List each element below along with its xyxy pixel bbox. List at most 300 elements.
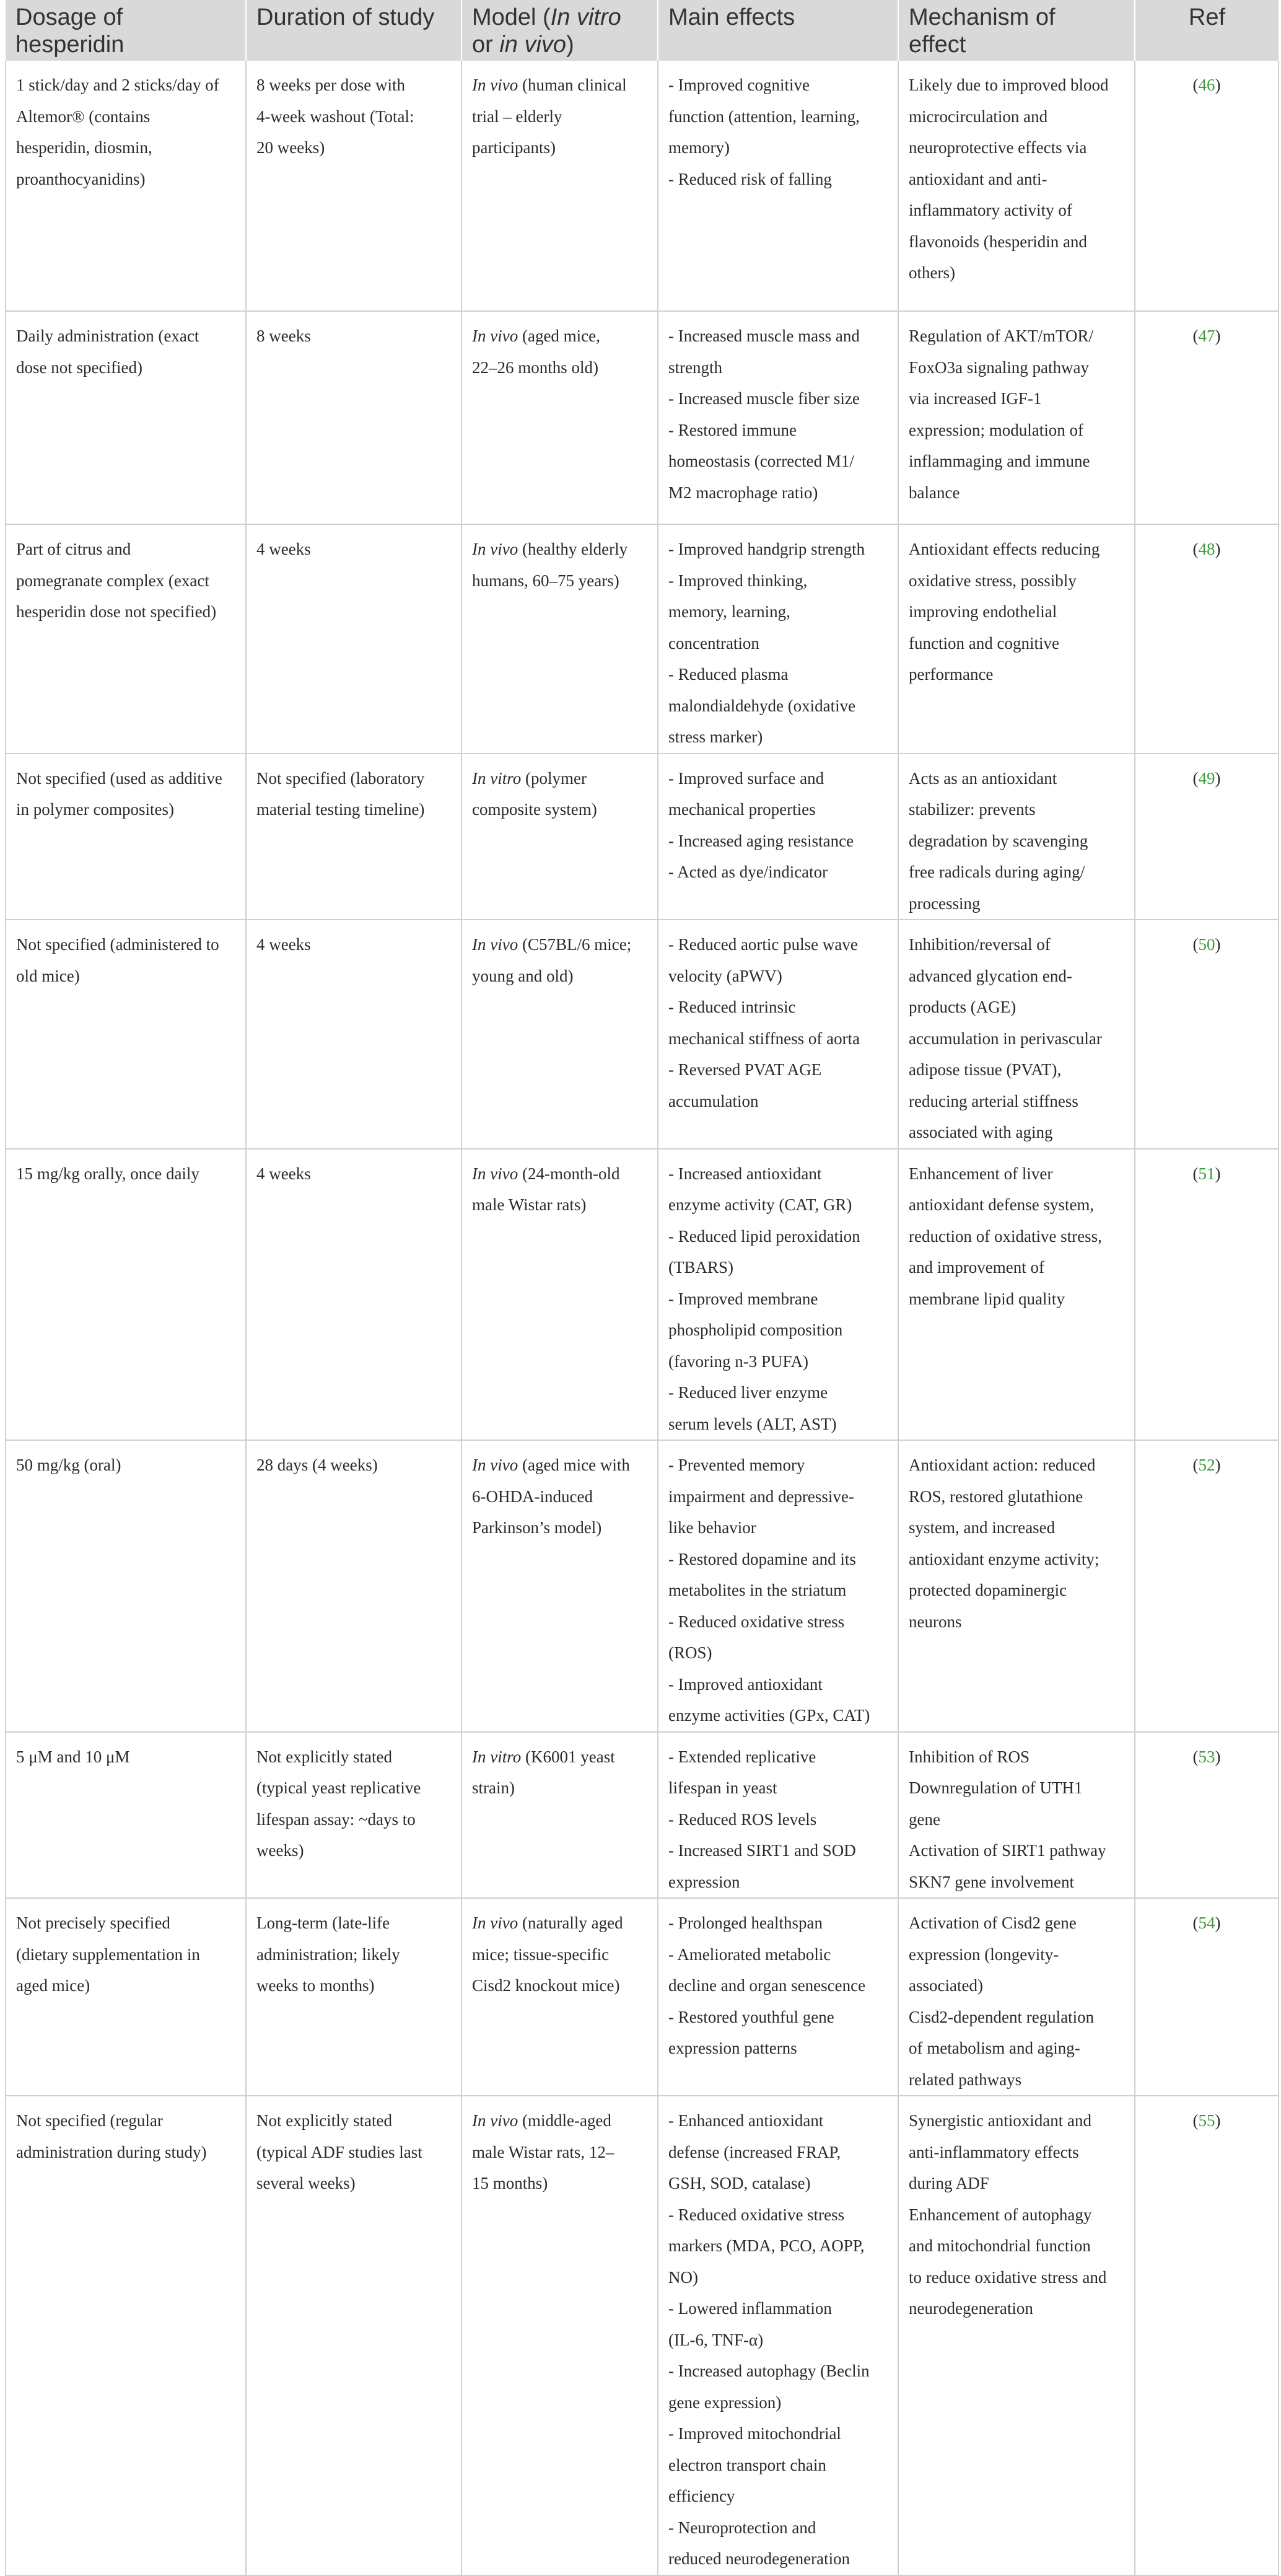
model-line: strain): [472, 1778, 515, 1797]
mechanism-line: SKN7 gene involvement: [909, 1872, 1074, 1891]
dosage-line: hesperidin, diosmin,: [16, 138, 152, 157]
table-body: [6, 61, 1279, 2575]
effects-line: - Improved antioxidant: [668, 1674, 823, 1694]
effects-line: reduced neurodegeneration: [668, 2549, 850, 2568]
model-line: [472, 1158, 647, 1190]
header-model-line-1: [472, 4, 647, 31]
model-line: young and old): [472, 966, 574, 985]
effects-line: - Reduced risk of falling: [668, 169, 832, 188]
mechanism-line: Inhibition/reversal of: [909, 935, 1051, 954]
mechanism-line: degradation by scavenging: [909, 831, 1088, 850]
table-row: [6, 1440, 1279, 1732]
model-cell: [461, 1732, 658, 1899]
dosage-line: hesperidin dose not specified): [16, 602, 217, 621]
header-dosage-line-2: hesperidin: [15, 32, 125, 58]
model-line: 22–26 months old): [472, 358, 599, 377]
duration-cell: [246, 920, 461, 1149]
mechanism-line: Synergistic antioxidant and: [909, 2111, 1091, 2130]
dosage-line: Part of citrus and: [16, 540, 131, 558]
effects-line: - Improved thinking,: [668, 571, 808, 590]
table-row: [6, 2096, 1279, 2575]
duration-line: material testing timeline): [256, 800, 425, 819]
effects-cell: [658, 311, 898, 524]
effects-line: serum levels (ALT, AST): [668, 1414, 837, 1433]
ref-open-paren: (: [1192, 327, 1199, 345]
mechanism-line: products (AGE): [909, 998, 1016, 1016]
mechanism-line: inflammatory activity of: [909, 201, 1072, 219]
effects-line: - Increased antioxidant: [668, 1164, 822, 1183]
mechanism-line: neurodegeneration: [909, 2299, 1033, 2318]
hesperidin-studies-table: [5, 0, 1279, 2576]
effects-line: - Improved mitochondrial: [668, 2424, 841, 2443]
model-detail: (K6001 yeast: [521, 1747, 615, 1766]
ref-cell: [1135, 2096, 1279, 2575]
mechanism-line: associated): [909, 1976, 983, 1995]
mechanism-line: Regulation of AKT/mTOR/: [909, 327, 1093, 345]
table-row: [6, 311, 1279, 524]
dosage-line: in polymer composites): [16, 800, 174, 819]
model-line: participants): [472, 138, 556, 157]
effects-line: - Prevented memory: [668, 1456, 805, 1474]
dosage-line: 5 μM and 10 μM: [16, 1747, 130, 1766]
duration-cell: [246, 1898, 461, 2096]
effects-line: - Reduced plasma: [668, 665, 789, 684]
model-detail: (aged mice with: [518, 1456, 630, 1474]
ref-cell: [1135, 524, 1279, 754]
effects-line: - Increased muscle fiber size: [668, 389, 860, 408]
header-model-in-vitro: In vitro: [550, 4, 621, 30]
model-type: In vivo: [472, 1164, 518, 1183]
effects-line: (favoring n-3 PUFA): [668, 1352, 808, 1371]
effects-line: - Improved membrane: [668, 1289, 818, 1308]
mechanism-cell: [898, 1149, 1135, 1441]
dosage-line: 50 mg/kg (oral): [16, 1456, 121, 1474]
effects-line: GSH, SOD, catalase): [668, 2174, 811, 2192]
dosage-cell: [6, 1149, 246, 1441]
effects-line: memory): [668, 138, 730, 157]
model-line: humans, 60–75 years): [472, 571, 619, 590]
model-line: [472, 1741, 647, 1773]
model-cell: [461, 920, 658, 1149]
effects-line: - Acted as dye/indicator: [668, 863, 828, 881]
duration-line: 28 days (4 weeks): [256, 1456, 378, 1474]
model-line: [472, 763, 647, 794]
model-type: In vivo: [472, 540, 518, 558]
mechanism-line: Activation of Cisd2 gene: [909, 1914, 1077, 1932]
effects-line: gene expression): [668, 2393, 782, 2412]
effects-line: - Reduced oxidative stress: [668, 2205, 845, 2224]
duration-cell: [246, 524, 461, 754]
mechanism-line: related pathways: [909, 2070, 1022, 2089]
effects-line: - Ameliorated metabolic: [668, 1945, 831, 1964]
effects-line: phospholipid composition: [668, 1321, 843, 1339]
duration-line: 4 weeks: [256, 1164, 311, 1183]
duration-cell: [246, 61, 461, 311]
effects-line: - Increased autophagy (Beclin: [668, 2362, 870, 2380]
ref-link[interactable]: 48: [1198, 540, 1215, 558]
dosage-cell: [6, 1440, 246, 1732]
ref-close-paren: ): [1215, 935, 1221, 954]
header-mechanism-line-2: effect: [909, 32, 966, 58]
duration-line: (typical yeast replicative: [256, 1778, 421, 1797]
model-cell: [461, 754, 658, 920]
effects-line: - Improved cognitive: [668, 76, 810, 94]
duration-line: 8 weeks: [256, 327, 311, 345]
effects-cell: [658, 1149, 898, 1441]
effects-cell: [658, 754, 898, 920]
model-type: In vivo: [472, 1456, 518, 1474]
model-line: 6-OHDA-induced: [472, 1487, 593, 1506]
duration-line: 4 weeks: [256, 540, 311, 558]
duration-line: 4-week washout (Total:: [256, 107, 414, 126]
model-detail: (human clinical: [518, 76, 627, 94]
effects-line: strength: [668, 358, 722, 377]
mechanism-line: oxidative stress, possibly: [909, 571, 1077, 590]
ref-link[interactable]: 49: [1198, 768, 1215, 788]
duration-line: administration; likely: [256, 1945, 400, 1964]
duration-line: Not explicitly stated: [256, 1747, 392, 1766]
mechanism-cell: [898, 920, 1135, 1149]
model-line: composite system): [472, 800, 597, 819]
ref-cell: [1135, 61, 1279, 311]
duration-cell: [246, 311, 461, 524]
effects-line: - Prolonged healthspan: [668, 1914, 823, 1932]
model-type: In vivo: [472, 2111, 518, 2130]
effects-line: markers (MDA, PCO, AOPP,: [668, 2236, 865, 2255]
ref-open-paren: (: [1192, 1164, 1199, 1183]
mechanism-line: Enhancement of liver: [909, 1164, 1053, 1183]
duration-line: several weeks): [256, 2174, 356, 2192]
mechanism-line: improving endothelial: [909, 602, 1057, 621]
duration-line: 20 weeks): [256, 138, 325, 157]
effects-line: expression patterns: [668, 2039, 797, 2057]
ref-close-paren: ): [1215, 1747, 1221, 1766]
mechanism-line: expression; modulation of: [909, 420, 1083, 439]
effects-line: mechanical properties: [668, 800, 816, 819]
effects-line: concentration: [668, 633, 759, 653]
model-type: In vivo: [472, 935, 518, 954]
dosage-line: Not specified (used as additive: [16, 768, 222, 788]
duration-line: weeks): [256, 1841, 304, 1860]
mechanism-line: reduction of oxidative stress,: [909, 1226, 1102, 1246]
table-row: [6, 524, 1279, 754]
effects-line: decline and organ senescence: [668, 1976, 866, 1995]
dosage-line: pomegranate complex (exact: [16, 571, 209, 590]
mechanism-line: FoxO3a signaling pathway: [909, 358, 1089, 377]
model-cell: [461, 2096, 658, 2575]
mechanism-line: neurons: [909, 1612, 962, 1631]
ref-close-paren: ): [1215, 768, 1221, 788]
header-model-line-2: [472, 31, 647, 58]
model-cell: [461, 1440, 658, 1732]
duration-line: 4 weeks: [256, 935, 311, 954]
mechanism-line: via increased IGF-1: [909, 389, 1042, 408]
ref-cell: [1135, 920, 1279, 1149]
mechanism-line: Inhibition of ROS: [909, 1747, 1030, 1766]
ref-cell: [1135, 1440, 1279, 1732]
mechanism-line: antioxidant enzyme activity;: [909, 1549, 1100, 1568]
mechanism-cell: [898, 311, 1135, 524]
model-detail: (24-month-old: [518, 1164, 620, 1183]
effects-line: - Restored immune: [668, 420, 797, 439]
dosage-line: proanthocyanidins): [16, 169, 146, 188]
ref-open-paren: (: [1192, 768, 1199, 788]
effects-line: enzyme activity (CAT, GR): [668, 1195, 852, 1214]
effects-cell: [658, 1732, 898, 1899]
effects-line: malondialdehyde (oxidative: [668, 696, 856, 715]
table-container: [5, 0, 1278, 2576]
model-line: [472, 2105, 647, 2137]
ref-close-paren: ): [1215, 1914, 1221, 1932]
mechanism-line: others): [909, 263, 955, 282]
model-line: [472, 929, 647, 961]
mechanism-line: Downregulation of UTH1: [909, 1778, 1083, 1797]
mechanism-line: stabilizer: prevents: [909, 800, 1036, 819]
effects-line: - Reduced liver enzyme: [668, 1383, 828, 1402]
ref-close-paren: ): [1215, 1456, 1221, 1474]
effects-line: NO): [668, 2267, 698, 2287]
table-row: [6, 1898, 1279, 2096]
effects-line: function (attention, learning,: [668, 107, 860, 126]
dosage-cell: [6, 1732, 246, 1899]
duration-cell: [246, 2096, 461, 2575]
dosage-cell: [6, 754, 246, 920]
effects-line: (ROS): [668, 1643, 712, 1662]
effects-line: stress marker): [668, 728, 763, 746]
effects-line: M2 macrophage ratio): [668, 483, 818, 502]
mechanism-line: Antioxidant effects reducing: [909, 540, 1100, 558]
table-row: [6, 61, 1279, 311]
dosage-line: administration during study): [16, 2142, 207, 2161]
model-line: trial – elderly: [472, 107, 562, 126]
model-type: In vivo: [472, 1914, 518, 1932]
mechanism-line: advanced glycation end-: [909, 966, 1072, 985]
effects-line: - Reduced aortic pulse wave: [668, 935, 858, 954]
mechanism-line: Cisd2-dependent regulation: [909, 2007, 1095, 2026]
dosage-cell: [6, 1898, 246, 2096]
mechanism-line: Enhancement of autophagy: [909, 2205, 1092, 2224]
model-type: In vivo: [472, 327, 518, 345]
dosage-line: Daily administration (exact: [16, 327, 199, 345]
ref-cell: [1135, 1149, 1279, 1441]
duration-cell: [246, 1149, 461, 1441]
header-row: [6, 0, 1279, 61]
ref-link[interactable]: 51: [1198, 1164, 1215, 1183]
mechanism-line: antioxidant and anti-: [909, 169, 1047, 188]
model-line: [472, 534, 647, 565]
mechanism-line: membrane lipid quality: [909, 1289, 1065, 1308]
mechanism-line: accumulation in perivascular: [909, 1029, 1102, 1048]
table-row: [6, 920, 1279, 1149]
effects-line: - Improved surface and: [668, 768, 824, 788]
effects-line: - Reduced intrinsic: [668, 998, 796, 1016]
mechanism-cell: [898, 524, 1135, 754]
effects-line: - Enhanced antioxidant: [668, 2111, 824, 2130]
ref-link[interactable]: 47: [1198, 327, 1215, 345]
model-cell: [461, 61, 658, 311]
effects-line: - Restored youthful gene: [668, 2007, 834, 2026]
header-model-in-vivo: in vivo: [499, 32, 567, 58]
dosage-line: Not specified (regular: [16, 2111, 163, 2130]
table-row: [6, 1149, 1279, 1441]
model-type: In vivo: [472, 76, 518, 94]
mechanism-cell: [898, 1440, 1135, 1732]
effects-line: - Increased muscle mass and: [668, 327, 860, 345]
effects-line: efficiency: [668, 2487, 735, 2505]
mechanism-line: anti-inflammatory effects: [909, 2142, 1079, 2161]
ref-link[interactable]: 50: [1198, 935, 1215, 954]
effects-line: impairment and depressive-: [668, 1487, 854, 1506]
header-effects-text: Main effects: [668, 4, 795, 30]
ref-link[interactable]: 52: [1198, 1456, 1215, 1474]
model-line: mice; tissue-specific: [472, 1945, 610, 1964]
ref-cell: [1135, 1898, 1279, 2096]
dosage-line: (dietary supplementation in: [16, 1945, 200, 1964]
effects-line: (IL-6, TNF-α): [668, 2330, 764, 2349]
model-line: Cisd2 knockout mice): [472, 1976, 620, 1995]
mechanism-cell: [898, 754, 1135, 920]
effects-cell: [658, 1440, 898, 1732]
effects-line: - Increased aging resistance: [668, 831, 854, 850]
mechanism-line: antioxidant defense system,: [909, 1195, 1095, 1214]
dosage-line: Not specified (administered to: [16, 935, 219, 954]
effects-line: - Lowered inflammation: [668, 2299, 832, 2318]
mechanism-cell: [898, 2096, 1135, 2575]
effects-cell: [658, 2096, 898, 2575]
dosage-line: Not precisely specified: [16, 1914, 170, 1932]
duration-line: (typical ADF studies last: [256, 2142, 422, 2161]
duration-cell: [246, 754, 461, 920]
dosage-line: Altemor® (contains: [16, 107, 151, 126]
model-type: In vitro: [472, 768, 522, 788]
ref-cell: [1135, 311, 1279, 524]
model-line: Parkinson’s model): [472, 1518, 602, 1537]
effects-line: - Improved handgrip strength: [668, 540, 865, 558]
effects-cell: [658, 524, 898, 754]
table-row: [6, 1732, 1279, 1899]
dosage-cell: [6, 2096, 246, 2575]
model-line: [472, 69, 647, 101]
model-type: In vitro: [472, 1747, 522, 1766]
ref-link[interactable]: 54: [1198, 1914, 1215, 1932]
model-line: [472, 320, 647, 352]
mechanism-line: processing: [909, 894, 981, 913]
effects-line: - Increased SIRT1 and SOD: [668, 1841, 856, 1860]
header-effects: [658, 0, 898, 61]
mechanism-line: and improvement of: [909, 1258, 1044, 1277]
mechanism-line: gene: [909, 1809, 940, 1829]
ref-link[interactable]: 55: [1198, 2111, 1215, 2130]
ref-open-paren: (: [1192, 1456, 1199, 1474]
mechanism-line: during ADF: [909, 2174, 989, 2192]
duration-cell: [246, 1732, 461, 1899]
table-row: [6, 754, 1279, 920]
header-model: [461, 0, 658, 61]
effects-line: like behavior: [668, 1518, 756, 1537]
mechanism-line: performance: [909, 665, 994, 684]
mechanism-line: Likely due to improved blood: [909, 76, 1109, 94]
effects-cell: [658, 61, 898, 311]
ref-link[interactable]: 53: [1198, 1747, 1215, 1766]
effects-line: memory, learning,: [668, 602, 790, 621]
dosage-cell: [6, 524, 246, 754]
effects-line: velocity (aPWV): [668, 966, 782, 985]
effects-line: - Extended replicative: [668, 1747, 816, 1766]
model-cell: [461, 1898, 658, 2096]
header-ref-text: Ref: [1188, 4, 1226, 30]
mechanism-line: system, and increased: [909, 1518, 1056, 1537]
mechanism-line: balance: [909, 483, 960, 502]
ref-cell: [1135, 1732, 1279, 1899]
model-cell: [461, 524, 658, 754]
ref-open-paren: (: [1192, 1914, 1199, 1932]
ref-open-paren: (: [1192, 1747, 1199, 1766]
model-detail: (healthy elderly: [518, 540, 628, 558]
mechanism-line: and mitochondrial function: [909, 2236, 1091, 2255]
duration-line: Not explicitly stated: [256, 2111, 392, 2130]
effects-line: defense (increased FRAP,: [668, 2142, 841, 2161]
effects-line: - Neuroprotection and: [668, 2518, 816, 2537]
header-ref: [1135, 0, 1279, 61]
effects-line: mechanical stiffness of aorta: [668, 1029, 860, 1048]
ref-open-paren: (: [1192, 540, 1199, 558]
effects-line: enzyme activities (GPx, CAT): [668, 1706, 870, 1725]
dosage-cell: [6, 311, 246, 524]
effects-line: expression: [668, 1872, 740, 1891]
header-model-prefix: Model (: [472, 4, 551, 30]
model-detail: (C57BL/6 mice;: [518, 935, 632, 954]
mechanism-line: neuroprotective effects via: [909, 138, 1087, 157]
ref-link[interactable]: 46: [1198, 76, 1215, 94]
header-dosage: [6, 0, 246, 61]
mechanism-line: Activation of SIRT1 pathway: [909, 1841, 1106, 1860]
mechanism-line: adipose tissue (PVAT),: [909, 1060, 1062, 1079]
mechanism-line: associated with aging: [909, 1123, 1053, 1141]
mechanism-cell: [898, 1732, 1135, 1899]
duration-line: 8 weeks per dose with: [256, 76, 405, 94]
dosage-line: 1 stick/day and 2 sticks/day of: [16, 76, 219, 94]
model-detail: (middle-aged: [518, 2111, 611, 2130]
mechanism-line: flavonoids (hesperidin and: [909, 232, 1087, 251]
model-line: [472, 1907, 647, 1939]
header-model-or: or: [472, 32, 500, 58]
effects-line: - Reduced oxidative stress: [668, 1612, 845, 1631]
duration-line: Long-term (late-life: [256, 1914, 390, 1932]
mechanism-line: ROS, restored glutathione: [909, 1487, 1083, 1506]
mechanism-line: protected dopaminergic: [909, 1581, 1067, 1599]
model-detail: (aged mice,: [518, 327, 600, 345]
effects-line: homeostasis (corrected M1/: [668, 452, 854, 470]
header-mechanism: [898, 0, 1135, 61]
model-line: male Wistar rats, 12–: [472, 2142, 614, 2161]
header-duration-text: Duration of study: [256, 4, 435, 30]
mechanism-line: free radicals during aging/: [909, 863, 1085, 881]
mechanism-line: microcirculation and: [909, 107, 1048, 126]
mechanism-line: function and cognitive: [909, 633, 1059, 653]
dosage-line: 15 mg/kg orally, once daily: [16, 1164, 199, 1183]
effects-line: - Restored dopamine and its: [668, 1549, 856, 1568]
effects-cell: [658, 920, 898, 1149]
effects-line: accumulation: [668, 1091, 759, 1110]
mechanism-line: of metabolism and aging-: [909, 2039, 1080, 2057]
ref-close-paren: ): [1215, 1164, 1221, 1183]
ref-open-paren: (: [1192, 76, 1199, 94]
header-duration: [246, 0, 461, 61]
ref-close-paren: ): [1215, 76, 1221, 94]
header-mechanism-line-1: Mechanism of: [909, 4, 1056, 30]
ref-close-paren: ): [1215, 540, 1221, 558]
mechanism-line: to reduce oxidative stress and: [909, 2267, 1107, 2287]
